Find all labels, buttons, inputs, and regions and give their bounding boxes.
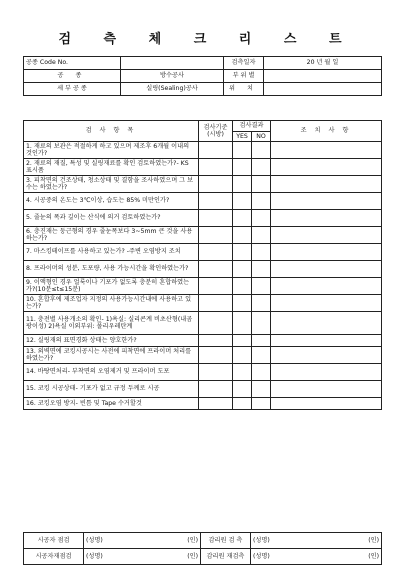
- checklist-row: [24, 227, 382, 244]
- checklist-item-text: 13. 외벽면에 코킹시공시는 사전에 피착면에 프라이머 처리를 하였는가?: [24, 347, 199, 364]
- criteria-cell[interactable]: [199, 335, 233, 347]
- checklist-item-text: 12. 실링재의 표면경화 상태는 양호한가?: [24, 335, 199, 347]
- checklist-item-text: 9. 이액형인 경우 얼룩이나 기포가 없도록 충분히 혼합하였는가?(10분≤t≤15분): [24, 278, 199, 295]
- checklist-item-text: 11. 충전별 사용개소의 확인- 1)욕실: 실리콘계 비초산형(내곰팡이성) 2)욕실 이외부위: 폴리우레탄계: [24, 312, 199, 335]
- subtrade-value: 실링(Sealing)공사: [121, 83, 224, 96]
- criteria-cell[interactable]: [199, 176, 233, 193]
- contractor-label: 시공자 점검: [24, 533, 84, 549]
- checklist-row: [24, 381, 382, 398]
- checklist-row: [24, 210, 382, 227]
- code-value: [121, 57, 224, 70]
- criteria-cell[interactable]: [199, 142, 233, 159]
- action-cell[interactable]: [271, 381, 382, 398]
- date-value: 20 년 월 일: [264, 57, 382, 70]
- action-header: 조 치 사 항: [271, 121, 382, 142]
- trade-value: 방수공사: [121, 70, 224, 83]
- yes-checkbox-cell[interactable]: [233, 142, 252, 159]
- contractor-signature[interactable]: [84, 533, 201, 549]
- action-cell[interactable]: [271, 278, 382, 295]
- checklist-item-text: 3. 피착면의 건조상태, 청소상태 및 결함을 조사하였으며 그 보수는 하였는가?: [24, 176, 199, 193]
- checklist-item-text: 6. 충진재는 둥근형의 경우 줄눈폭보다 3~5mm 큰 것을 사용하는가?: [24, 227, 199, 244]
- contractor-recheck-label: 시공자재점검: [24, 549, 84, 565]
- yes-checkbox-cell[interactable]: [233, 312, 252, 335]
- contractor-seal-label: (인): [187, 536, 198, 544]
- no-checkbox-cell[interactable]: [252, 227, 271, 244]
- checklist-row: [24, 347, 382, 364]
- yes-checkbox-cell[interactable]: [233, 193, 252, 210]
- yes-checkbox-cell[interactable]: [233, 381, 252, 398]
- action-cell[interactable]: [271, 312, 382, 335]
- yes-checkbox-cell[interactable]: [233, 364, 252, 381]
- checklist-row: [24, 176, 382, 193]
- checklist-row: [24, 193, 382, 210]
- criteria-cell[interactable]: [199, 261, 233, 278]
- signature-table: [23, 532, 382, 565]
- yes-checkbox-cell[interactable]: [233, 278, 252, 295]
- criteria-cell[interactable]: [199, 278, 233, 295]
- action-cell[interactable]: [271, 176, 382, 193]
- yes-checkbox-cell[interactable]: [233, 261, 252, 278]
- yes-header: YES: [233, 131, 252, 142]
- action-cell[interactable]: [271, 347, 382, 364]
- checklist-item-text: 16. 코킹오염 방지- 빈틈 및 Tape 수거할것: [24, 398, 199, 410]
- criteria-cell[interactable]: [199, 244, 233, 261]
- action-cell[interactable]: [271, 227, 382, 244]
- criteria-cell[interactable]: [199, 347, 233, 364]
- no-checkbox-cell[interactable]: [252, 381, 271, 398]
- trade-label: 공 종: [24, 70, 121, 83]
- checklist-row: [24, 335, 382, 347]
- items-header: 검 사 항 목: [24, 121, 199, 142]
- position-label: 위 치: [224, 83, 264, 96]
- checklist-item-text: 7. 마스킹테이프를 사용하고 있는가? -주변 오염방지 조치: [24, 244, 199, 261]
- supervisor-label: 감리원 검 측: [201, 533, 251, 549]
- code-label: 공종 Code No.: [24, 57, 121, 70]
- checklist-row: [24, 295, 382, 312]
- criteria-cell[interactable]: [199, 398, 233, 410]
- header-table: [23, 56, 382, 96]
- checklist-item-text: 1. 재료의 보관은 적절하게 하고 있으며 제조후 6개월 이내의 것인가?: [24, 142, 199, 159]
- action-cell[interactable]: [271, 261, 382, 278]
- supervisor-recheck-signature[interactable]: [251, 549, 382, 565]
- no-checkbox-cell[interactable]: [252, 312, 271, 335]
- yes-checkbox-cell[interactable]: [233, 295, 252, 312]
- contractor-recheck-seal-label: (인): [187, 552, 198, 560]
- action-cell[interactable]: [271, 159, 382, 176]
- yes-checkbox-cell[interactable]: [233, 244, 252, 261]
- yes-checkbox-cell[interactable]: [233, 176, 252, 193]
- supervisor-seal-label: (인): [368, 536, 379, 544]
- criteria-cell[interactable]: [199, 159, 233, 176]
- subtrade-label: 세 부 공 종: [24, 83, 121, 96]
- no-checkbox-cell[interactable]: [252, 176, 271, 193]
- no-checkbox-cell[interactable]: [252, 347, 271, 364]
- yes-checkbox-cell[interactable]: [233, 159, 252, 176]
- no-checkbox-cell[interactable]: [252, 335, 271, 347]
- checklist-row: [24, 364, 382, 381]
- no-checkbox-cell[interactable]: [252, 142, 271, 159]
- checklist-item-text: 14. 바탕면처리- 부착면의 오염제거 및 프라이머 도포: [24, 364, 199, 381]
- position-value: [264, 83, 382, 96]
- location-label: 부 위 별: [224, 70, 264, 83]
- supervisor-recheck-name-label: (성명): [253, 552, 270, 560]
- yes-checkbox-cell[interactable]: [233, 210, 252, 227]
- no-header: NO: [252, 131, 271, 142]
- action-cell[interactable]: [271, 210, 382, 227]
- checklist-row: [24, 244, 382, 261]
- supervisor-recheck-label: 감리원 재검측: [201, 549, 251, 565]
- criteria-header-line1: 검사기준: [203, 123, 228, 131]
- page-title: 검 측 체 크 리 스 트: [58, 32, 356, 47]
- no-checkbox-cell[interactable]: [252, 278, 271, 295]
- criteria-cell[interactable]: [199, 210, 233, 227]
- checklist-item-text: 8. 프라이머의 성분, 도포량, 사용 가능시간을 확인하였는가?: [24, 261, 199, 278]
- checklist-row: [24, 142, 382, 159]
- checklist-row: [24, 398, 382, 410]
- no-checkbox-cell[interactable]: [252, 364, 271, 381]
- checklist-row: [24, 261, 382, 278]
- criteria-cell[interactable]: [199, 295, 233, 312]
- supervisor-name-label: (성명): [253, 536, 270, 544]
- no-checkbox-cell[interactable]: [252, 261, 271, 278]
- checklist-item-text: 10. 혼합후에 제조업자 지정의 사용가능시간내에 사용하고 있는가?: [24, 295, 199, 312]
- checklist-item-text: 15. 코킹 시공상태- 기포가 없고 규정 두께로 시공: [24, 381, 199, 398]
- criteria-cell[interactable]: [199, 381, 233, 398]
- location-value: [264, 70, 382, 83]
- no-checkbox-cell[interactable]: [252, 193, 271, 210]
- no-checkbox-cell[interactable]: [252, 210, 271, 227]
- no-checkbox-cell[interactable]: [252, 295, 271, 312]
- no-checkbox-cell[interactable]: [252, 244, 271, 261]
- supervisor-recheck-seal-label: (인): [368, 552, 379, 560]
- yes-checkbox-cell[interactable]: [233, 398, 252, 410]
- action-cell[interactable]: [271, 142, 382, 159]
- action-cell[interactable]: [271, 364, 382, 381]
- contractor-recheck-name-label: (성명): [86, 552, 103, 560]
- yes-checkbox-cell[interactable]: [233, 335, 252, 347]
- checklist-row: [24, 278, 382, 295]
- contractor-name-label: (성명): [86, 536, 103, 544]
- criteria-header-line2: (시방): [207, 131, 224, 138]
- checklist-item-text: 5. 줄눈의 폭과 깊이는 산식에 의거 검토하였는가?: [24, 210, 199, 227]
- action-cell[interactable]: [271, 295, 382, 312]
- checklist-row: [24, 312, 382, 335]
- criteria-header: [199, 121, 233, 142]
- yes-checkbox-cell[interactable]: [233, 227, 252, 244]
- date-label: 검측일자: [224, 57, 264, 70]
- criteria-cell[interactable]: [199, 193, 233, 210]
- supervisor-signature[interactable]: [251, 533, 382, 549]
- action-cell[interactable]: [271, 398, 382, 410]
- criteria-cell[interactable]: [199, 227, 233, 244]
- action-cell[interactable]: [271, 193, 382, 210]
- result-header: 검사결과: [233, 121, 271, 132]
- checklist-row: [24, 159, 382, 176]
- checklist-item-text: 2. 재료의 재질, 특성 및 실링재료를 확인 검토하였는가?- KS 표시품: [24, 159, 199, 176]
- contractor-recheck-signature[interactable]: [84, 549, 201, 565]
- action-cell[interactable]: [271, 335, 382, 347]
- no-checkbox-cell[interactable]: [252, 159, 271, 176]
- action-cell[interactable]: [271, 244, 382, 261]
- yes-checkbox-cell[interactable]: [233, 347, 252, 364]
- checklist-table: [23, 120, 382, 410]
- checklist-item-text: 4. 시공중의 온도는 3℃이상, 습도는 85% 미만인가?: [24, 193, 199, 210]
- criteria-cell[interactable]: [199, 364, 233, 381]
- no-checkbox-cell[interactable]: [252, 398, 271, 410]
- criteria-cell[interactable]: [199, 312, 233, 335]
